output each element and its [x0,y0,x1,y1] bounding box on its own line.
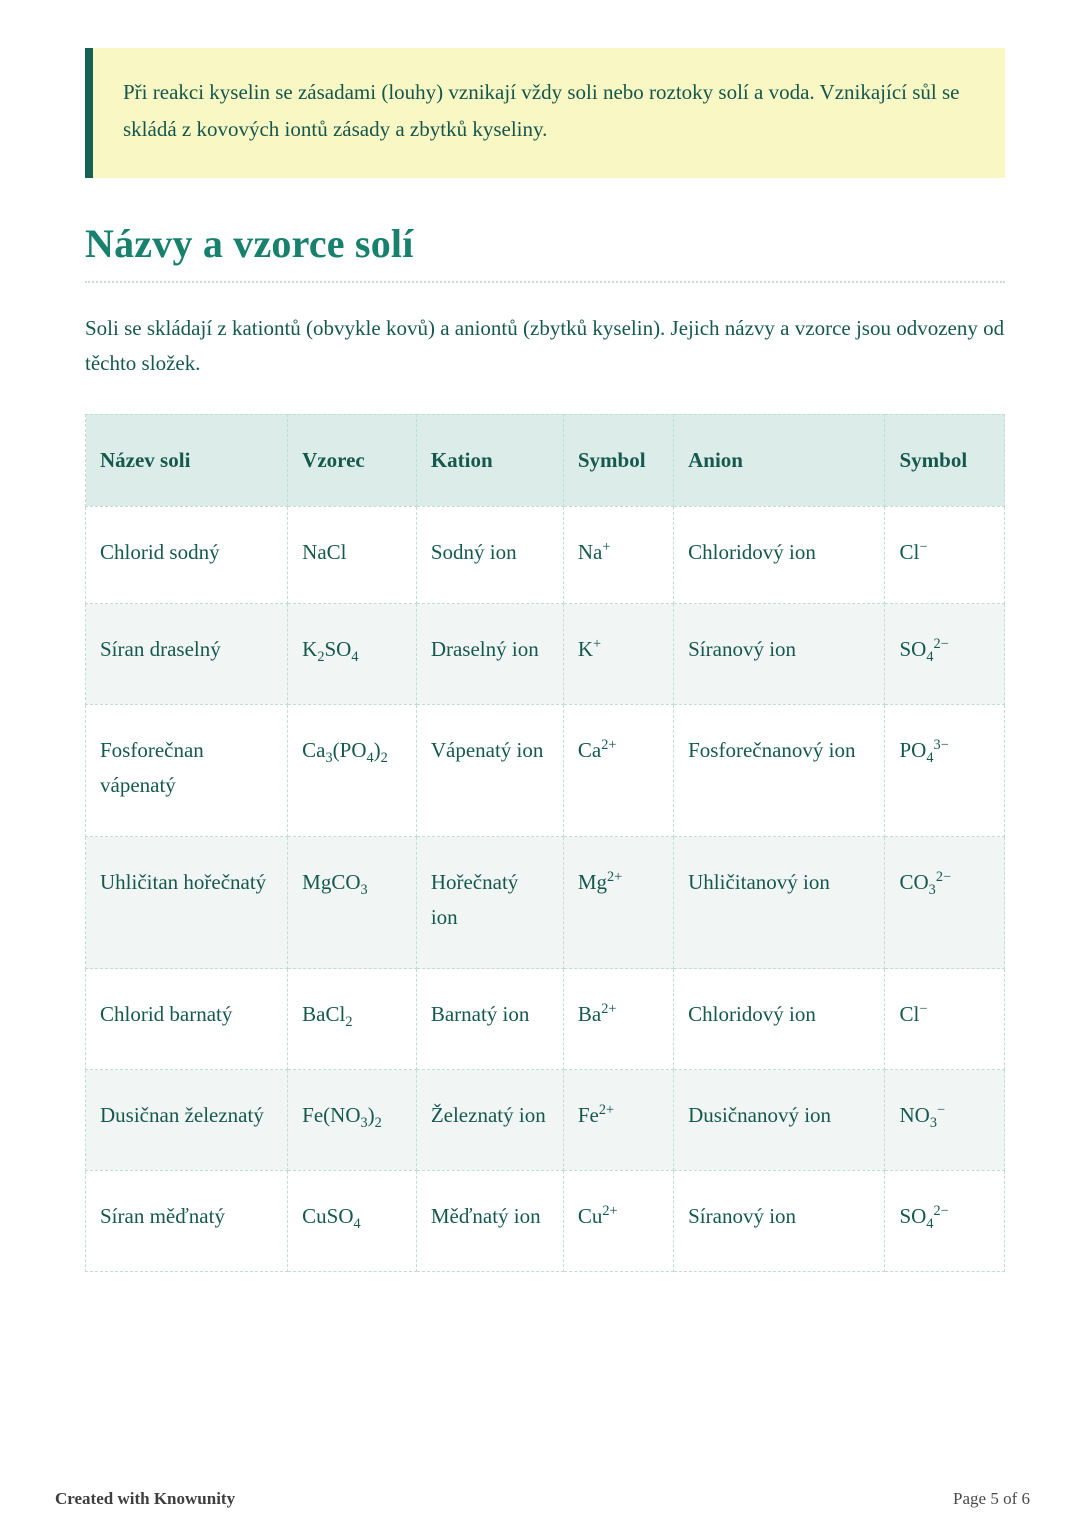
col-header-kation: Kation [416,414,563,506]
table-row [86,837,1005,969]
anion-cell: Síranový ion [674,1170,885,1271]
salt-name-cell: Chlorid sodný [86,506,288,604]
cation-symbol-cell: K+ [563,604,673,705]
cation-cell: Vápenatý ion [416,704,563,836]
col-header-symbol-anion: Symbol [885,414,1005,506]
salt-name-cell: Síran měďnatý [86,1170,288,1271]
anion-symbol-cell: $SO_4^{2-}$ [885,1170,1005,1271]
anion-cell: Fosforečnanový ion [674,704,885,836]
formula-cell: $Ca_3(PO_4)_2$ [288,704,417,836]
anion-symbol-cell: Cl− [885,506,1005,604]
formula-cell: BaCl$_2$ [288,969,417,1070]
salt-name-cell: Síran draselný [86,604,288,705]
salt-name-cell: Fosforečnan vápenatý [86,704,288,836]
page-title: Názvy a vzorce solí [85,220,1005,283]
table-row [86,969,1005,1070]
salt-name-cell: Chlorid barnatý [86,969,288,1070]
callout-text: Při reakci kyselin se zásadami (louhy) vznikají vždy soli nebo roztoky solí a voda. Vznikající sůl se skládá z kovových iontů zásady a zbytků kyseliny. [123,80,960,141]
anion-cell: Síranový ion [674,604,885,705]
anion-cell: Chloridový ion [674,969,885,1070]
salt-name-cell: Dusičnan železnatý [86,1070,288,1171]
page-content [85,48,1005,1272]
cation-symbol-cell: $Ba^{2+}$ [563,969,673,1070]
footer-page-number: Page 5 of 6 [953,1489,1030,1508]
cation-symbol-cell: $Ca^{2+}$ [563,704,673,836]
anion-symbol-cell: $CO_3^{2-}$ [885,837,1005,969]
col-header-symbol-kation: Symbol [563,414,673,506]
table-row [86,506,1005,604]
cation-cell: Draselný ion [416,604,563,705]
table-header-row [86,414,1005,506]
cation-symbol-cell: $Mg^{2+}$ [563,837,673,969]
anion-symbol-cell: $PO_4^{3-}$ [885,704,1005,836]
salts-table [85,414,1005,1272]
cation-cell: Železnatý ion [416,1070,563,1171]
intro-paragraph: Soli se skládají z kationtů (obvykle kovů) a aniontů (zbytků kyselin). Jejich názvy a vzorce jsou odvozeny od těchto složek. [85,315,1005,376]
table-row [86,704,1005,836]
anion-cell: Dusičnanový ion [674,1070,885,1171]
cation-symbol-cell: Na+ [563,506,673,604]
formula-cell: CuSO$_4$ [288,1170,417,1271]
table-row [86,1070,1005,1171]
formula-cell: $K_2SO_4$ [288,604,417,705]
anion-cell: Uhličitanový ion [674,837,885,969]
info-callout [85,48,1005,178]
cation-cell: Měďnatý ion [416,1170,563,1271]
col-header-anion: Anion [674,414,885,506]
anion-symbol-cell: Cl− [885,969,1005,1070]
anion-cell: Chloridový ion [674,506,885,604]
anion-symbol-cell: $SO_4^{2-}$ [885,604,1005,705]
footer-branding: Created with Knowunity [55,1489,236,1508]
formula-cell: $Fe(NO_3)_2$ [288,1070,417,1171]
cation-cell: Sodný ion [416,506,563,604]
salt-name-cell: Uhličitan hořečnatý [86,837,288,969]
cation-symbol-cell: $Fe^{2+}$ [563,1070,673,1171]
table-row [86,604,1005,705]
formula-cell: NaCl [288,506,417,604]
anion-symbol-cell: $NO_3^-$ [885,1070,1005,1171]
cation-cell: Barnatý ion [416,969,563,1070]
table-row [86,1170,1005,1271]
cation-symbol-cell: $Cu^{2+}$ [563,1170,673,1271]
col-header-vzorec: Vzorec [288,414,417,506]
formula-cell: MgCO$_3$ [288,837,417,969]
cation-cell: Hořečnatý ion [416,837,563,969]
col-header-nazev-soli: Název soli [86,414,288,506]
